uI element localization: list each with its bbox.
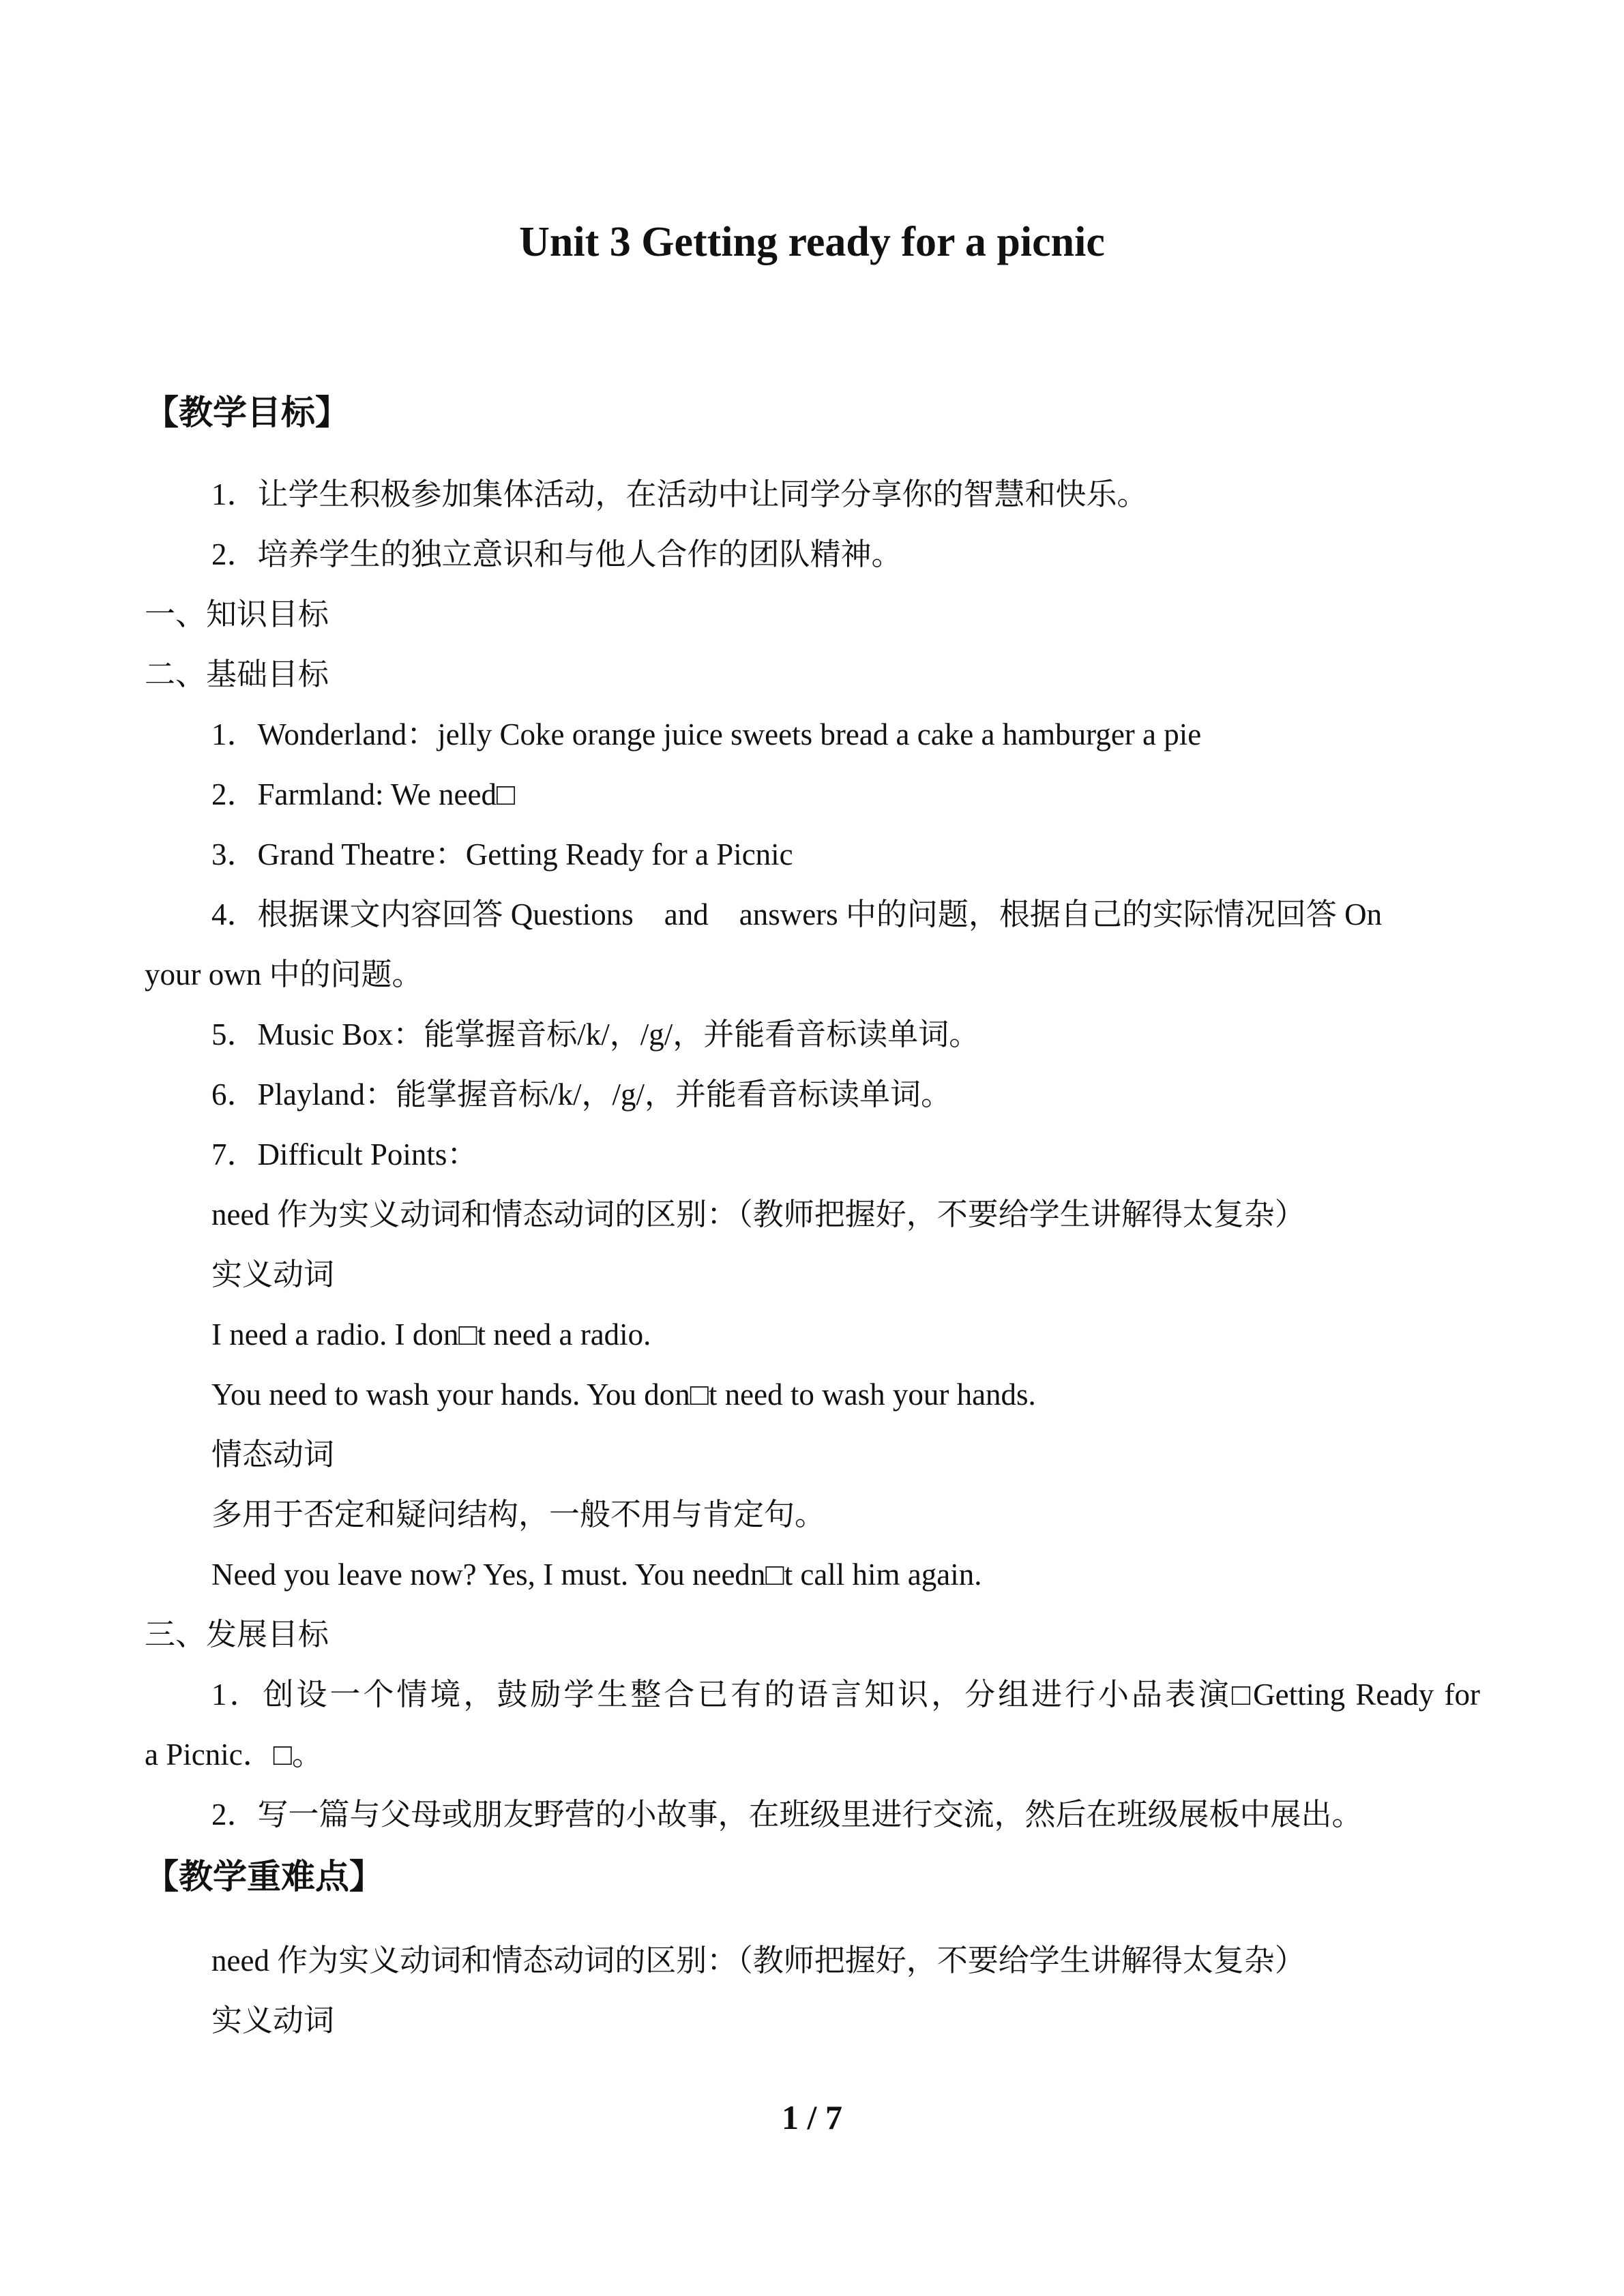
subsection-heading-basic: 二、基础目标: [145, 657, 329, 691]
document-title: Unit 3 Getting ready for a picnic: [519, 219, 1105, 265]
basic-goal-line: 2．Farmland: We need□: [211, 777, 516, 811]
grammar-label-modal-verb: 情态动词: [211, 1437, 335, 1472]
page-number: 1 / 7: [782, 2098, 842, 2136]
subsection-heading-knowledge: 一、知识目标: [145, 597, 329, 631]
grammar-note: 多用于否定和疑问结构，一般不用与肯定句。: [211, 1497, 826, 1532]
section-heading-teaching-objectives: 【教学目标】: [145, 393, 349, 432]
subsection-heading-development: 三、发展目标: [145, 1617, 329, 1652]
section-heading-key-difficult-points: 【教学重难点】: [145, 1857, 383, 1896]
example-sentence: You need to wash your hands. You don□t need to wash your hands.: [211, 1377, 1036, 1412]
basic-goal-line: 5．Music Box：能掌握音标/k/，/g/，并能看音标读单词。: [211, 1017, 980, 1052]
grammar-label-notional-verb: 实义动词: [211, 2003, 335, 2038]
grammar-note: need 作为实义动词和情态动词的区别：（教师把握好，不要给学生讲解得太复杂）: [211, 1197, 1305, 1232]
objective-line: 2．培养学生的独立意识和与他人合作的团队精神。: [211, 537, 902, 571]
grammar-label-notional-verb: 实义动词: [211, 1257, 335, 1292]
development-goal-line-continued: a Picnic．□。: [145, 1738, 323, 1772]
basic-goal-line: 1．Wonderland：jelly Coke orange juice sweets bread a cake a hamburger a pie: [211, 717, 1202, 751]
example-sentence: Need you leave now? Yes, I must. You needn□t call him again.: [211, 1557, 982, 1592]
basic-goal-line: 6．Playland：能掌握音标/k/，/g/，并能看音标读单词。: [211, 1077, 951, 1112]
example-sentence: I need a radio. I don□t need a radio.: [211, 1317, 651, 1352]
objective-line: 1．让学生积极参加集体活动，在活动中让同学分享你的智慧和快乐。: [211, 477, 1148, 511]
development-goal-line: 2．写一篇与父母或朋友野营的小故事，在班级里进行交流，然后在班级展板中展出。: [211, 1798, 1363, 1832]
development-goal-line: 1．创设一个情境，鼓励学生整合已有的语言知识，分组进行小品表演□Getting Ready for: [211, 1678, 1480, 1712]
basic-goal-line: 7．Difficult Points：: [211, 1137, 478, 1172]
basic-goal-line: 3．Grand Theatre：Getting Ready for a Picnic: [211, 837, 793, 871]
grammar-note: need 作为实义动词和情态动词的区别：（教师把握好，不要给学生讲解得太复杂）: [211, 1943, 1305, 1978]
basic-goal-line-continued: your own 中的问题。: [145, 957, 423, 992]
basic-goal-line: 4．根据课文内容回答 Questions and answers 中的问题，根据自己的实际情况回答 On: [211, 897, 1383, 931]
